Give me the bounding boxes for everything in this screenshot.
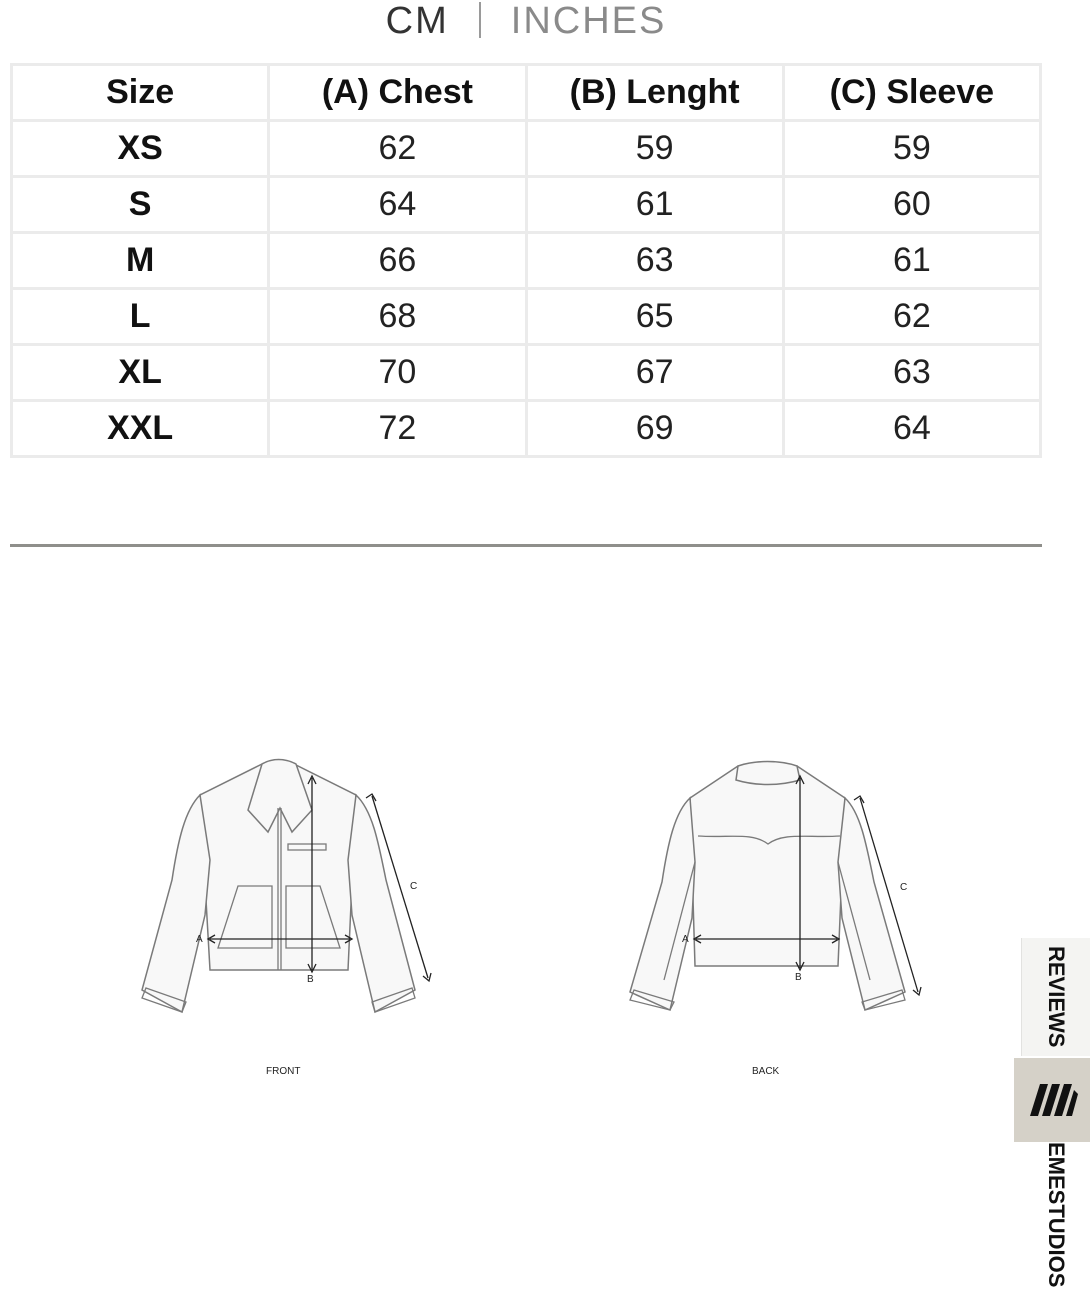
chest-cell: 68 — [269, 289, 526, 345]
front-jacket-illustration — [142, 760, 431, 1078]
table-row — [12, 289, 1041, 345]
unit-cm-option[interactable]: CM — [385, 0, 449, 42]
brand-tab-label: EMESTUDIOS — [1044, 1142, 1069, 1288]
chest-cell: 62 — [269, 121, 526, 177]
table-header-row — [12, 65, 1041, 121]
front-left-sleeve — [142, 795, 210, 1012]
front-label-c: C — [410, 881, 418, 892]
jacket-measurement-diagram — [0, 740, 1000, 1090]
length-cell: 59 — [526, 121, 783, 177]
sleeve-cell: 60 — [783, 177, 1040, 233]
chest-cell: 66 — [269, 233, 526, 289]
back-right-sleeve — [838, 798, 908, 1010]
back-label-b: B — [795, 972, 802, 983]
chest-cell: 70 — [269, 345, 526, 401]
length-cell: 63 — [526, 233, 783, 289]
chest-cell: 72 — [269, 401, 526, 457]
back-label-c: C — [900, 882, 908, 893]
section-divider — [10, 544, 1042, 547]
length-cell: 61 — [526, 177, 783, 233]
back-collar — [736, 762, 800, 785]
header-chest: (A) Chest — [269, 65, 526, 121]
length-cell: 67 — [526, 345, 783, 401]
table-row — [12, 177, 1041, 233]
back-label-a: A — [682, 934, 689, 945]
sleeve-cell: 59 — [783, 121, 1040, 177]
brand-badge[interactable] — [1014, 1058, 1090, 1142]
length-cell: 65 — [526, 289, 783, 345]
size-cell: XS — [12, 121, 269, 177]
unit-inches-option[interactable]: INCHES — [510, 0, 667, 42]
front-label-b: B — [307, 974, 314, 985]
chest-cell: 64 — [269, 177, 526, 233]
size-cell: L — [12, 289, 269, 345]
header-size: Size — [12, 65, 269, 121]
table-row — [12, 121, 1041, 177]
reviews-tab[interactable] — [1021, 938, 1090, 1056]
size-cell: M — [12, 233, 269, 289]
size-cell: S — [12, 177, 269, 233]
brand-logo-icon — [1022, 1080, 1082, 1120]
back-left-sleeve — [630, 798, 695, 1010]
unit-toggle — [0, 0, 1052, 48]
front-label-a: A — [196, 934, 203, 945]
reviews-tab-label: REVIEWS — [1044, 946, 1069, 1048]
size-cell: XXL — [12, 401, 269, 457]
front-label: FRONT — [266, 1066, 301, 1077]
sleeve-cell: 62 — [783, 289, 1040, 345]
back-body — [690, 766, 845, 966]
length-cell: 69 — [526, 401, 783, 457]
sleeve-cell: 61 — [783, 233, 1040, 289]
brand-tab[interactable] — [1022, 1142, 1090, 1292]
table-row — [12, 233, 1041, 289]
header-length: (B) Lenght — [526, 65, 783, 121]
back-jacket-illustration — [630, 762, 921, 1078]
table-row — [12, 345, 1041, 401]
size-cell: XL — [12, 345, 269, 401]
size-chart-table — [10, 63, 1042, 458]
sleeve-cell: 63 — [783, 345, 1040, 401]
header-sleeve: (C) Sleeve — [783, 65, 1040, 121]
sleeve-cell: 64 — [783, 401, 1040, 457]
table-row — [12, 401, 1041, 457]
back-label: BACK — [752, 1066, 780, 1077]
